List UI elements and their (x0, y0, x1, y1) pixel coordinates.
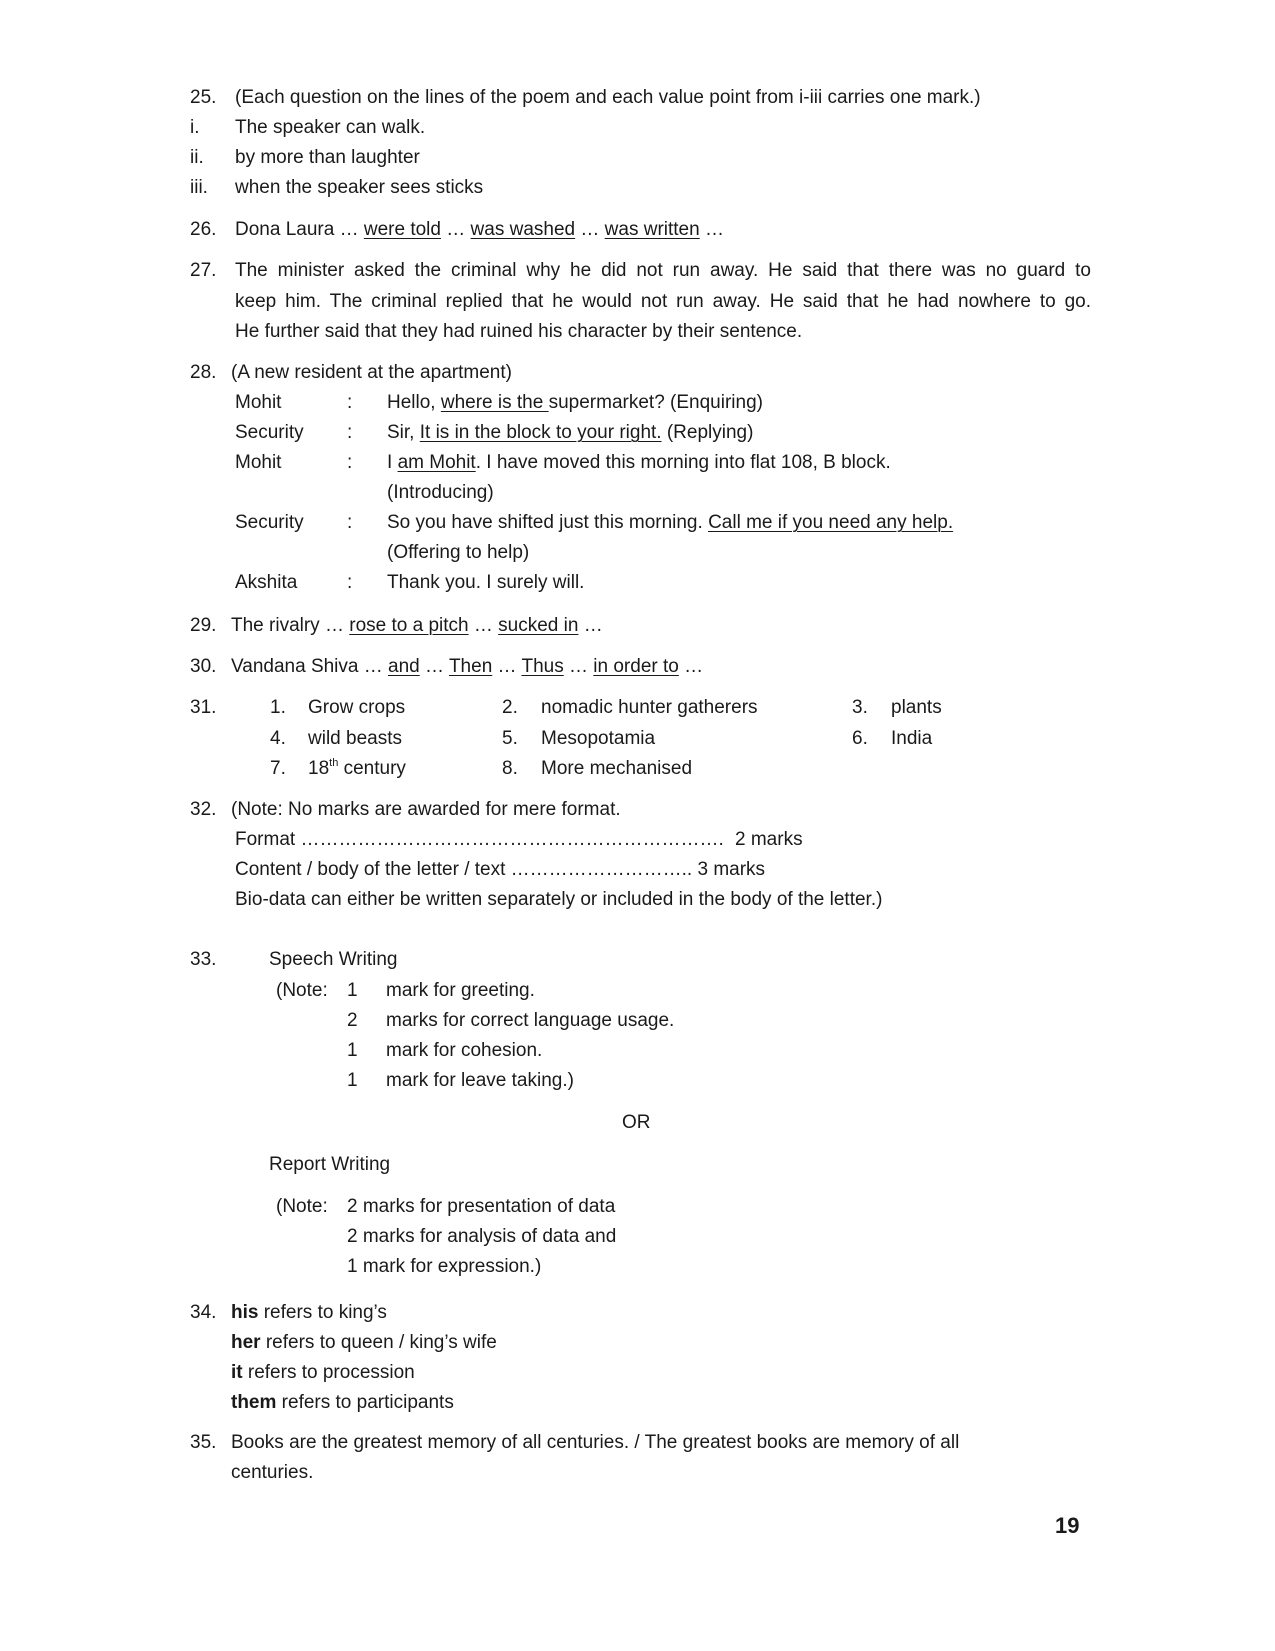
q25-item-marker: ii. (190, 147, 204, 168)
q34-line: them refers to participants (231, 1392, 454, 1413)
q33-mark-text: mark for cohesion. (386, 1040, 543, 1061)
q25-item-text: by more than laughter (235, 147, 420, 168)
q29-number: 29. (190, 615, 217, 636)
q33-mark-text: mark for greeting. (386, 980, 535, 1001)
dialogue-line: Hello, where is the supermarket? (Enquiring) (387, 392, 763, 413)
q34-number: 34. (190, 1302, 217, 1323)
dialogue-line-cont: (Introducing) (387, 482, 494, 503)
q29-answer: The rivalry … rose to a pitch … sucked in … (231, 615, 603, 636)
q25-item-text: The speaker can walk. (235, 117, 426, 138)
q33-mark-text: marks for correct language usage. (386, 1010, 675, 1031)
q25-note: (Each question on the lines of the poem and each value point from i-iii carries one mark.) (235, 87, 981, 108)
q31-item-text: wild beasts (308, 728, 402, 749)
q30-answer: Vandana Shiva … and … Then … Thus … in order to … (231, 656, 704, 677)
q31-item-number: 3. (852, 697, 868, 718)
q31-item-text: More mechanised (541, 758, 693, 779)
q33-title: Speech Writing (269, 949, 398, 970)
dialogue-speaker: Security (235, 512, 304, 533)
q26-underlined: was washed (470, 219, 576, 240)
q26-underlined: was written (604, 219, 700, 240)
q25-item-marker: i. (190, 117, 200, 138)
q27-line: keep him. The criminal replied that he would not run away. He said that he had nowhere to go. (235, 291, 1091, 312)
q26-answer: Dona Laura … were told … was washed … was written … (235, 219, 724, 240)
q34-line: it refers to procession (231, 1362, 415, 1383)
q35-line: centuries. (231, 1462, 314, 1483)
q32-biodata: Bio-data can either be written separately or included in the body of the letter.) (235, 889, 883, 910)
q26-number: 26. (190, 219, 217, 240)
q34-line: his refers to king’s (231, 1302, 387, 1323)
q25-number: 25. (190, 87, 217, 108)
q33-mark-number: 1 (347, 1040, 358, 1061)
q27-line: He further said that they had ruined his character by their sentence. (235, 321, 803, 342)
q31-item-number: 1. (270, 697, 286, 718)
q31-item-number: 2. (502, 697, 518, 718)
q31-item-number: 5. (502, 728, 518, 749)
q30-number: 30. (190, 656, 217, 677)
q28-intro: (A new resident at the apartment) (231, 362, 512, 383)
q32-number: 32. (190, 799, 217, 820)
q33-report-line: 1 mark for expression.) (347, 1256, 542, 1277)
dialogue-colon: : (347, 572, 353, 593)
q32-format-marks: 2 marks (735, 829, 803, 850)
q31-item-text: Grow crops (308, 697, 406, 718)
dialogue-speaker: Mohit (235, 452, 282, 473)
dialogue-speaker: Akshita (235, 572, 298, 593)
q31-item-text: India (891, 728, 933, 749)
dialogue-line: So you have shifted just this morning. Call me if you need any help. (387, 512, 954, 533)
q33-report-note-label: (Note: (276, 1196, 328, 1217)
q35-number: 35. (190, 1432, 217, 1453)
q25-item-marker: iii. (190, 177, 208, 198)
q31-item-text: nomadic hunter gatherers (541, 697, 758, 718)
q31-item-number: 6. (852, 728, 868, 749)
q33-mark-number: 1 (347, 980, 358, 1001)
q31-item-text: 18th century (308, 757, 406, 779)
dialogue-line: Thank you. I surely will. (387, 572, 585, 593)
dialogue-line-cont: (Offering to help) (387, 542, 530, 563)
page-number: 19 (1055, 1513, 1080, 1538)
q28-number: 28. (190, 362, 217, 383)
q32-format: Format …………………………………………………………. (235, 829, 724, 850)
q31-item-number: 4. (270, 728, 286, 749)
dialogue-line: Sir, It is in the block to your right. (Replying) (387, 422, 754, 443)
q35-line: Books are the greatest memory of all centuries. / The greatest books are memory of all (231, 1432, 960, 1453)
q33-report-title: Report Writing (269, 1154, 391, 1175)
q31-number: 31. (190, 697, 217, 718)
q32-content: Content / body of the letter / text ……………………….. 3 marks (235, 859, 766, 880)
q31-item-text: plants (891, 697, 942, 718)
q33-mark-number: 2 (347, 1010, 358, 1031)
q31-item-number: 8. (502, 758, 518, 779)
q33-report-line: 2 marks for analysis of data and (347, 1226, 617, 1247)
dialogue-colon: : (347, 512, 353, 533)
q34-line: her refers to queen / king’s wife (231, 1332, 497, 1353)
dialogue-speaker: Security (235, 422, 304, 443)
dialogue-colon: : (347, 392, 353, 413)
q27-line: The minister asked the criminal why he did not run away. He said that there was no guard to (235, 260, 1091, 281)
dialogue-line: I am Mohit. I have moved this morning into flat 108, B block. (387, 452, 891, 473)
q31-item-text: Mesopotamia (541, 728, 656, 749)
q26-underlined: were told (363, 219, 441, 240)
q33-report-line: 2 marks for presentation of data (347, 1196, 616, 1217)
q33-mark-number: 1 (347, 1070, 358, 1091)
q33-note-label: (Note: (276, 980, 328, 1001)
q27-number: 27. (190, 260, 217, 281)
dialogue-colon: : (347, 422, 353, 443)
q33-mark-text: mark for leave taking.) (386, 1070, 574, 1091)
dialogue-speaker: Mohit (235, 392, 282, 413)
dialogue-colon: : (347, 452, 353, 473)
or-separator: OR (622, 1112, 651, 1133)
q31-item-number: 7. (270, 758, 286, 779)
q32-note: (Note: No marks are awarded for mere format. (231, 799, 621, 820)
q33-number: 33. (190, 949, 217, 970)
q25-item-text: when the speaker sees sticks (235, 177, 484, 198)
